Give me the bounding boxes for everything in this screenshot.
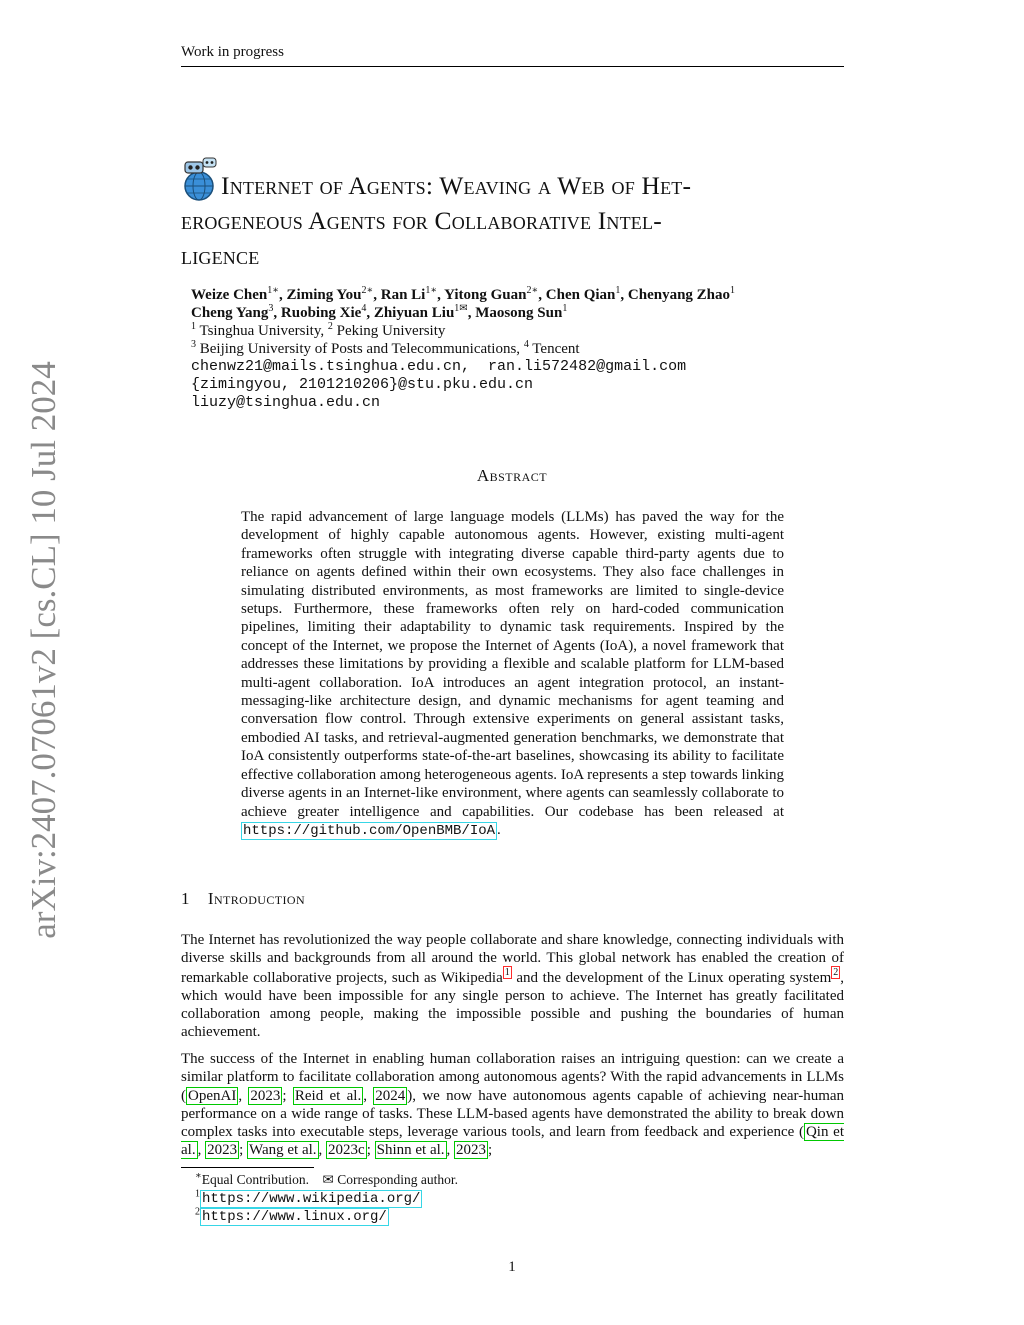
intro-paragraph-2: The success of the Internet in enabling human collaboration raises an intriguing question: can we create a similar platform to facilitate collaboration among autonomous agents? With the rapid advancements in LLMs ( OpenAI , 2023 ; Reid et al. , 2024 ), we now have autonomous agents capable of achieving near-human performance on a wide range of tasks. These LLM-based agents have demonstrated the ability to break down complex tasks into executable steps, leverage various tools, and learn from feedback and experience ( Qin et al. , 2023 ; Wang et al. , 2023c ; Shinn et al. , 2023 ;: [181, 1051, 845, 1159]
author-name: Zhiyuan Liu: [373, 305, 455, 321]
abstract-body: The rapid advancement of large language models (LLMs) has paved the way for the development of highly capable autonomous agents. However, existing multi-agent frameworks often struggle with integrating diverse capable third-party agents due to reliance on agents defined within their own ecosystems. They also face challenges in simulating distributed environments, as most frameworks are limited to single-device setups. Furthermore, these frameworks often rely on hard-coded communication pipelines, limiting their adaptability to dynamic task requirements. Inspired by the concept of the Internet, we propose the Internet of Agents (IoA), a novel framework that addresses these limitations by providing a flexible and scalable platform for LLM-based multi-agent collaboration. IoA introduces an agent integration protocol, an instant-messaging-like architecture design, and dynamic mechanisms for agent teaming and conversation flow control. Through extensive experiments on general assistant tasks, embodied AI tasks, and retrieval-augmented generation benchmarks, we demonstrate that IoA consistently outperforms state-of-the-art baselines, showcasing its ability to facilitate effective collaboration among heterogeneous agents. IoA represents a step towards linking diverse agents in an Internet-like environment, where agents can seamlessly collaborate to achieve greater intelligence and capabilities. Our codebase has been released at https://github.com/OpenBMB/IoA .: [241, 509, 784, 839]
header-rule: [181, 66, 844, 67]
citation-openai[interactable]: OpenAI: [188, 1087, 237, 1104]
section-heading-introduction: [181, 889, 305, 909]
citation-qin-year[interactable]: 2023: [207, 1142, 238, 1159]
footnote-1: $^1$ https://www.wikipedia.org/: [195, 1188, 421, 1207]
author-name: Ran Li: [380, 287, 426, 303]
author-name: Cheng Yang: [191, 305, 269, 321]
footnote-rule: [181, 1167, 314, 1168]
author-name: Ruobing Xie: [280, 305, 362, 321]
citation-wang[interactable]: Wang et al.: [249, 1142, 317, 1159]
citation-qin[interactable]: Qin et al.: [181, 1124, 844, 1159]
page-number: 1: [508, 1259, 516, 1275]
author-mark: 1: [615, 285, 621, 296]
running-header: Work in progress: [181, 44, 284, 60]
email-line-1[interactable]: chenwz21@mails.tsinghua.edu.cn, ran.li572482@gmail.com: [191, 358, 687, 375]
section-title: Introduction: [207, 889, 306, 908]
author-mark: 1∗: [267, 285, 280, 296]
paper-title: [181, 156, 846, 273]
author-mark: 1: [730, 285, 736, 296]
author-name: Weize Chen: [191, 287, 268, 303]
citation-reid[interactable]: Reid et al.: [294, 1087, 362, 1104]
arxiv-identifier: arXiv:2407.07061v2 [cs.CL] 10 Jul 2024: [24, 361, 63, 939]
affiliation-line-1: $^1$ Tsinghua University, $^2$ Peking University: [191, 321, 446, 339]
email-line-3[interactable]: liuzy@tsinghua.edu.cn: [191, 394, 381, 411]
author-name: Ziming You: [286, 287, 362, 303]
wikipedia-link[interactable]: https://www.wikipedia.org/: [202, 1191, 421, 1207]
author-name: Maosong Sun: [475, 305, 563, 321]
title-line-1: Internet of Agents: Weaving a Web of Het-: [221, 171, 692, 200]
footnote-2: $^2$ https://www.linux.org/: [195, 1206, 387, 1225]
section-number: 1: [181, 889, 190, 908]
author-mark: 4: [361, 303, 367, 314]
citation-shinn-year[interactable]: 2023: [456, 1142, 487, 1159]
author-name: Chen Qian: [545, 287, 616, 303]
author-line-2: Cheng Yang$^3$, Ruobing Xie$^4$, Zhiyuan Liu$^{1✉}$, Maosong Sun$^1$: [191, 303, 568, 321]
abstract-text: The rapid advancement of large language models (LLMs) has paved the way for the development of highly capable autonomous agents. However, existing multi-agent frameworks often struggle with integrating diverse capable third-party agents due to reliance on agents defined within their own ecosystems. They also face challenges in simulating distributed environments, as most frameworks are limited to single-device setups. Furthermore, these frameworks often rely on hard-coded communication pipelines, limiting their adaptability to dynamic task requirements. Inspired by the concept of the Internet, we propose the Internet of Agents (IoA), a novel framework that addresses these limitations by providing a flexible and scalable platform for LLM-based multi-agent collaboration. IoA introduces an agent integration protocol, an instant-messaging-like architecture design, and dynamic mechanisms for agent teaming and conversation flow control. Through extensive experiments on general assistant tasks, embodied AI tasks, and retrieval-augmented generation benchmarks, we demonstrate that IoA consistently outperforms state-of-the-art baselines, showcasing its ability to facilitate effective collaboration among heterogeneous agents. IoA represents a step towards linking diverse agents in an Internet-like environment, where agents can seamlessly collaborate to achieve greater intelligence and capabilities. Our codebase has been released at: [241, 509, 784, 820]
intro-paragraph-1: The Internet has revolutionized the way people collaborate and share knowledge, connecting individuals with diverse skills and backgrounds from all around the world. This global network has enabled the creation of remarkable collaborative projects, such as Wikipedia $^1$ and the development of the Linux operating system $^2$ , which would have been impossible for any single person to achieve. The Internet has greatly facilitated collaboration among people, making the impossible possible and pushing the boundaries of human achievement.: [181, 932, 844, 1041]
author-mark: 3: [268, 303, 274, 314]
author-name: Chenyang Zhao: [627, 287, 731, 303]
author-block: [191, 286, 851, 412]
citation-shinn[interactable]: Shinn et al.: [376, 1142, 445, 1159]
envelope-icon: ✉: [322, 1172, 334, 1187]
author-mark: 2∗: [526, 285, 539, 296]
affiliation-line-2: $^3$ Beijing University of Posts and Telecommunications, $^4$ Tencent: [191, 339, 580, 357]
linux-link[interactable]: https://www.linux.org/: [202, 1209, 387, 1225]
author-mark: 1: [562, 303, 568, 314]
robot-globe-logo-icon: [181, 156, 219, 202]
author-mark: 1✉: [454, 303, 468, 314]
citation-openai-year[interactable]: 2023: [250, 1087, 281, 1104]
citation-reid-year[interactable]: 2024: [375, 1087, 406, 1104]
citation-wang-year[interactable]: 2023c: [328, 1142, 365, 1159]
author-mark: 1∗: [425, 285, 438, 296]
footnote-ref-2[interactable]: 2: [833, 966, 839, 978]
author-name: Yitong Guan: [444, 287, 527, 303]
author-line-1: Weize Chen$^{1∗}$, Ziming You$^{2∗}$, Ran $Li^{1∗}$, Yitong Guan$^{2∗}$, Chen Qian$^1$, Chenyang Zhao$^1$: [191, 285, 736, 303]
title-line-3: ligence: [181, 241, 260, 270]
abstract-heading: Abstract: [476, 466, 548, 485]
email-line-2[interactable]: {zimingyou, 2101210206}@stu.pku.edu.cn: [191, 376, 534, 393]
footnote-ref-1[interactable]: 1: [504, 966, 510, 978]
footnote-equal-contribution: ∗Equal Contribution. ✉ Corresponding author.: [195, 1170, 458, 1187]
title-line-2: erogeneous Agents for Collaborative Intel-: [181, 206, 662, 235]
author-mark: 2∗: [361, 285, 374, 296]
codebase-link[interactable]: https://github.com/OpenBMB/IoA: [243, 822, 496, 839]
